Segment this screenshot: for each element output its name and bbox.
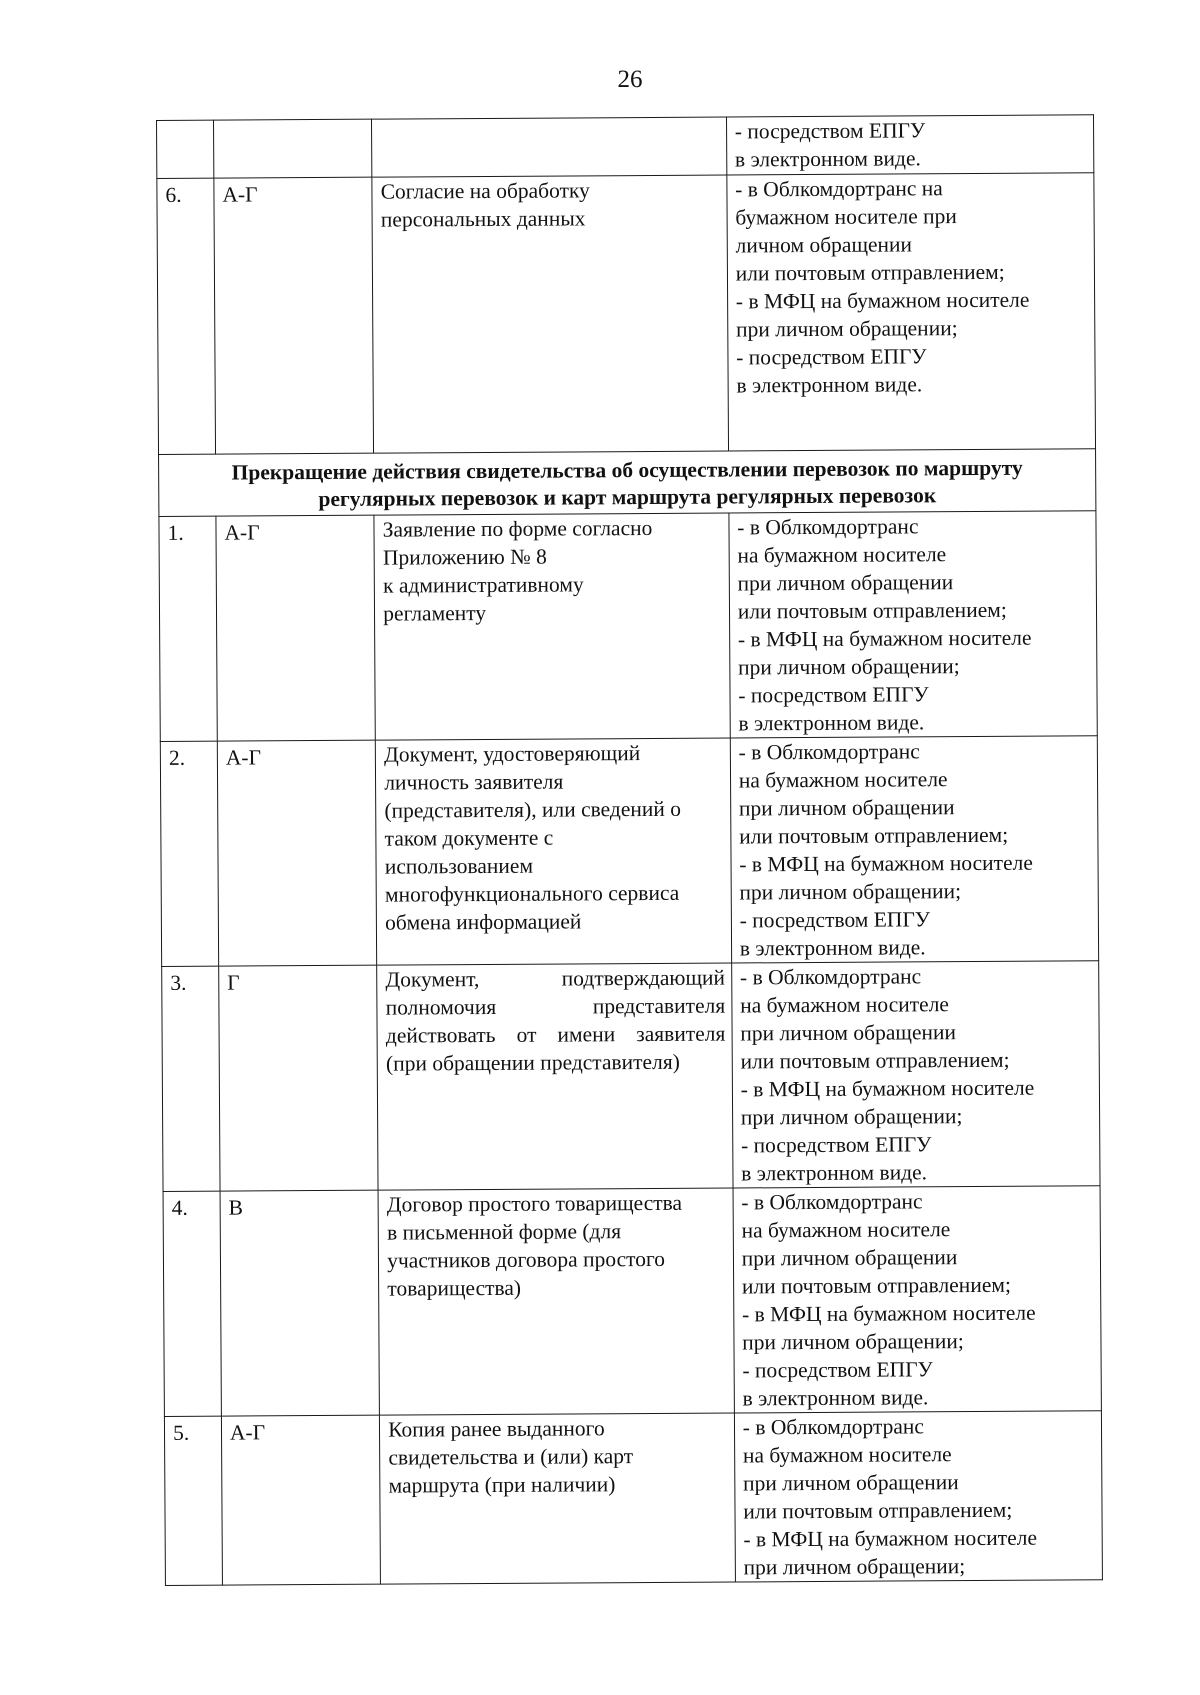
submission-method-cell <box>731 961 1100 1188</box>
document-name-cell <box>372 175 728 453</box>
section-header-row <box>159 449 1096 517</box>
cell-text-line: при личном обращении <box>737 570 954 596</box>
cell-text-line: или почтовым отправлением; <box>741 1272 1011 1299</box>
cell-text-line: Приложению № 8 <box>382 544 547 570</box>
row-number-cell <box>163 1191 221 1416</box>
cell-text-line: - в МФЦ на бумажном носителе <box>743 1525 1038 1552</box>
document-name-cell <box>380 1413 736 1584</box>
cell-text-line: - в Облкомдортранс <box>742 1414 925 1440</box>
cell-text-line: использованием <box>384 853 534 879</box>
cell-text-line: Документ, подтверждающий <box>385 965 726 992</box>
cell-text-line: личность заявителя <box>384 769 564 795</box>
cell-text-line: при личном обращении; <box>738 654 960 680</box>
row-number-cell <box>160 741 218 966</box>
cell-text-line: маршрута (при наличии) <box>388 1472 616 1498</box>
cell-text-line: Договор простого товарищества <box>386 1190 683 1217</box>
section-title-line: Прекращение действия свидетельства об осуществлении перевозок по маршруту <box>231 455 1023 485</box>
table-row <box>160 736 1098 967</box>
cell-text-line: к административному <box>383 572 584 598</box>
table-row <box>163 1186 1101 1417</box>
applicant-category: А-Г <box>225 745 262 770</box>
cell-text-line: - посредством ЕПГУ <box>739 907 931 933</box>
row-number: 5. <box>172 1420 190 1445</box>
cell-text-line: таком документе с <box>384 825 554 851</box>
cell-text-line: в письменной форме (для <box>386 1219 622 1245</box>
applicant-category: Г <box>227 970 240 995</box>
cell-text-line: в электронном виде. <box>742 1385 929 1411</box>
applicant-category-cell <box>214 177 374 454</box>
cell-text-line: - в Облкомдортранс <box>739 964 922 990</box>
cell-text-line: Согласие на обработку <box>380 178 590 204</box>
cell-text-line: Заявление по форме согласно <box>382 515 653 542</box>
submission-method-cell <box>730 736 1099 963</box>
submission-method-cell <box>726 115 1094 175</box>
row-number-cell <box>157 120 214 178</box>
section-title-line: регулярных перевозок и карт маршрута регулярных перевозок <box>318 483 937 512</box>
row-number-cell <box>159 516 217 741</box>
cell-text-line: (при обращении представителя) <box>385 1049 680 1076</box>
table-row <box>157 115 1094 179</box>
table-row <box>162 961 1100 1192</box>
cell-text-line: - в МФЦ на бумажном носителе <box>741 1300 1036 1327</box>
cell-text-line: - в Облкомдортранс на <box>735 176 943 202</box>
cell-text-line: при личном обращении <box>740 1020 957 1046</box>
cell-text-line: - в Облкомдортранс <box>737 514 919 540</box>
applicant-category: А-Г <box>224 520 260 545</box>
applicant-category-cell <box>216 515 376 741</box>
submission-method-cell <box>734 1411 1102 1582</box>
applicant-category-cell <box>213 119 372 178</box>
cell-text-line: участников договора простого <box>387 1246 666 1273</box>
cell-text-line: при личном обращении; <box>743 1554 966 1580</box>
applicant-category: А-Г <box>229 1420 266 1445</box>
cell-text-line: (представителя), или сведений о <box>384 796 682 823</box>
cell-text-line: при личном обращении <box>741 1245 958 1271</box>
cell-text-line: в электронном виде. <box>736 372 923 398</box>
cell-text-line: при личном обращении <box>738 795 955 821</box>
row-number: 6. <box>165 182 182 207</box>
cell-text-line: действовать от имени заявителя <box>385 1021 726 1048</box>
cell-text-line: или почтовым отправлением; <box>743 1497 1013 1524</box>
row-number: 3. <box>170 970 187 995</box>
cell-text-line: персональных данных <box>380 206 586 232</box>
cell-text-line: в электронном виде. <box>739 935 926 961</box>
table-row <box>159 511 1097 742</box>
cell-text-line: при личном обращении; <box>739 879 962 905</box>
applicant-category-cell <box>220 1190 380 1416</box>
cell-text-line: - в Облкомдортранс <box>741 1189 923 1215</box>
cell-text-line: - посредством ЕПГУ <box>736 344 927 370</box>
document-name-cell <box>374 513 730 740</box>
table-row <box>157 173 1096 455</box>
submission-method-cell <box>727 173 1096 451</box>
page-number: 26 <box>617 66 643 93</box>
cell-text-line: - в Облкомдортранс <box>738 739 920 765</box>
table-row <box>164 1411 1102 1586</box>
cell-text-line: при личном обращении <box>743 1470 959 1496</box>
row-number: 4. <box>171 1195 188 1220</box>
section-title <box>159 449 1096 517</box>
applicant-category-cell <box>217 740 377 966</box>
cell-text-line: или почтовым отправлением; <box>740 1047 1010 1074</box>
cell-text-line: на бумажном носителе <box>738 767 948 793</box>
cell-text-line: или почтовым отправлением; <box>739 822 1009 849</box>
cell-text-line: на бумажном носителе <box>737 542 947 568</box>
cell-text-line: - посредством ЕПГУ <box>742 1357 933 1383</box>
cell-text-line: при личном обращении; <box>742 1329 964 1355</box>
cell-text-line: - в МФЦ на бумажном носителе <box>740 1075 1035 1102</box>
cell-text-line: - посредством ЕПГУ <box>740 1132 932 1158</box>
document-name-cell <box>377 963 733 1190</box>
cell-text-line: - в МФЦ на бумажном носителе <box>735 287 1030 314</box>
cell-text-line: - в МФЦ на бумажном носителе <box>737 625 1032 652</box>
cell-text-line: на бумажном носителе <box>741 1217 951 1243</box>
cell-text-line: свидетельства и (или) карт <box>388 1444 634 1470</box>
cell-text-line: обмена информацией <box>385 909 582 935</box>
cell-text-line: - посредством ЕПГУ <box>738 682 929 708</box>
cell-text-line: многофункционального сервиса <box>384 880 680 907</box>
submission-method-cell <box>729 511 1098 738</box>
cell-text-line: в электронном виде. <box>734 146 921 172</box>
cell-text-line: в электронном виде. <box>741 1160 928 1186</box>
cell-text-line: бумажном носителе при <box>735 204 957 230</box>
cell-text-line: при личном обращении; <box>735 316 958 342</box>
cell-text-line: в электронном виде. <box>738 710 925 736</box>
applicant-category: А-Г <box>222 182 258 207</box>
cell-text-line: или почтовым отправлением; <box>737 597 1007 624</box>
cell-text-line: при личном обращении; <box>740 1104 963 1130</box>
cell-text-line: на бумажном носителе <box>742 1442 952 1468</box>
row-number: 1. <box>167 520 184 545</box>
cell-text-line: Копия ранее выданного <box>388 1416 605 1442</box>
applicant-category-cell <box>221 1415 380 1585</box>
document-name-cell <box>372 117 727 177</box>
cell-text-line: на бумажном носителе <box>740 992 950 1018</box>
cell-text-line: - в МФЦ на бумажном носителе <box>739 850 1033 877</box>
applicant-category <box>222 120 365 123</box>
document-name-cell <box>378 1188 734 1415</box>
row-number-cell <box>164 1416 222 1585</box>
row-number: 2. <box>168 745 186 770</box>
submission-method-cell <box>733 1186 1102 1413</box>
cell-text-line: личном обращении <box>735 232 913 258</box>
row-number-cell <box>162 966 220 1191</box>
cell-text-line: полномочия представителя <box>385 993 726 1020</box>
cell-text-line: - посредством ЕПГУ <box>734 118 926 144</box>
applicant-category-cell <box>219 965 379 1191</box>
row-number <box>165 121 207 123</box>
cell-text-line: регламенту <box>383 600 487 626</box>
cell-text-line: или почтовым отправлением; <box>735 259 1005 286</box>
document-name-cell <box>376 738 732 965</box>
applicant-category: В <box>228 1195 244 1220</box>
row-number-cell <box>157 178 216 454</box>
cell-text-line: Документ, удостоверяющий <box>384 741 641 767</box>
cell-text-line: товарищества) <box>387 1275 522 1301</box>
documents-table <box>156 114 1103 1586</box>
